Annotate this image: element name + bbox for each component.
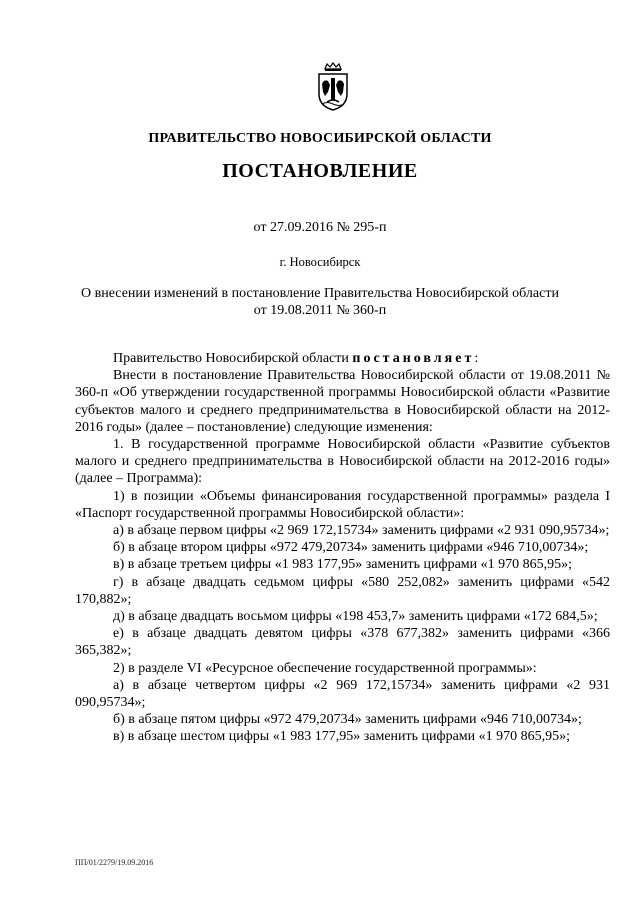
paragraph: д) в абзаце двадцать восьмом цифры «198 453,7» заменить цифрами «172 684,5»; [113,609,598,625]
intro-paragraph [75,350,610,367]
paragraph: 2) в разделе VI «Ресурсное обеспечение государственной программы»: [113,660,537,676]
coat-of-arms-icon [311,62,355,112]
paragraph: а) в абзаце четвертом цифры «2 969 172,15734» заменить цифрами «2 931 090,95734»; [75,677,610,711]
document-type: ПОСТАНОВЛЕНИЕ [222,160,418,182]
document-subject [60,285,580,319]
document-city: г. Новосибирск [279,255,361,269]
document-body [75,350,610,746]
subject-line-1: О внесении изменений в постановление Правительства Новосибирской области [81,286,559,301]
document-date-number: от 27.09.2016 № 295-п [253,220,387,235]
intro-decree-word: постановляет [352,351,475,366]
paragraph: в) в абзаце шестом цифры «1 983 177,95» заменить цифрами «1 970 865,95»; [113,729,571,745]
paragraph: 1) в позиции «Объемы финансирования государственной программы» раздела I «Паспорт государственной программы Новосибирской области»: [75,488,610,521]
subject-line-2: от 19.08.2011 № 360-п [253,303,387,318]
paragraph: а) в абзаце первом цифры «2 969 172,15734» заменить цифрами «2 931 090,95734»; [113,523,610,539]
intro-prefix: Правительство Новосибирской области [113,351,353,366]
document-footer-code: ПП/01/2279/19.09.2016 [75,858,154,867]
paragraph: е) в абзаце двадцать девятом цифры «378 677,382» заменить цифрами «366 365,382»; [75,626,610,659]
organization-title: ПРАВИТЕЛЬСТВО НОВОСИБИРСКОЙ ОБЛАСТИ [148,131,492,146]
paragraph: б) в абзаце втором цифры «972 479,20734» заменить цифрами «946 710,00734»; [113,540,589,556]
paragraph: в) в абзаце третьем цифры «1 983 177,95» заменить цифрами «1 970 865,95»; [113,557,573,573]
intro-suffix: : [474,351,479,366]
paragraph: б) в абзаце пятом цифры «972 479,20734» заменить цифрами «946 710,00734»; [113,712,582,728]
paragraph: 1. В государственной программе Новосибирской области «Развитие субъектов малого и среднего предпринимательства в Новосибирской области на 2012-2016 годы» (далее – Программа): [75,437,610,487]
paragraph: г) в абзаце двадцать седьмом цифры «580 252,082» заменить цифрами «542 170,882»; [75,574,610,607]
paragraph: Внести в постановление Правительства Новосибирской области от 19.08.2011 № 360-п «Об утверждении государственной программы Новосибирской области «Развитие субъектов малого и среднего предпринимательства в Новосибирской области на 2012-2016 годы» (далее – постановление) следующие изменения: [75,368,610,435]
